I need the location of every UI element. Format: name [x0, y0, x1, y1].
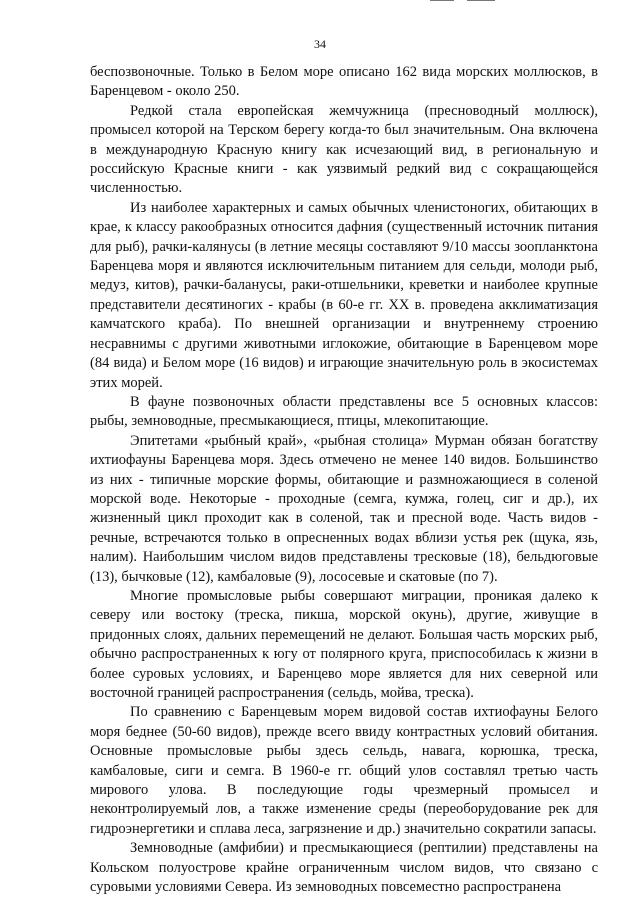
scan-artifact-mark: [467, 0, 495, 1]
page-number: 34: [314, 37, 326, 51]
paragraph-arthropods: Из наиболее характерных и самых обычных членистоногих, обитающих в крае, к классу ракообразных относится дафния (существенный источник питания для рыб), рачки-калянусы (в летние месяцы составляют 9/10 массы зоопланктона Баренцева моря и являются исключительным питанием для сельди, молоди рыб, медуз, китов), рачки-баланусы, раки-отшельники, креветки и наиболее крупные представители десятиногих - крабы (в 60-е гг. XX в. проведена акклиматизация камчатского краба). По внешней организации и внутреннему строению несравнимы с другими животными иглокожие, обитающие в Баренцевом море (84 вида) и Белом море (16 видов) и играющие значительную роль в экосистемах этих морей.: [90, 199, 598, 391]
paragraph-invertebrates-continued: беспозвоночные. Только в Белом море описано 162 вида морских моллюсков, в Баренцевом - около 250.: [90, 64, 598, 100]
body-text: [90, 63, 598, 897]
paragraph-vertebrates: В фауне позвоночных области представлены все 5 основных классов: рыбы, земноводные, пресмыкающиеся, птицы, млекопитающие.: [90, 393, 598, 430]
paragraph-amphibians-reptiles: Земноводные (амфибии) и пресмыкающиеся (рептилии) представлены на Кольском полуострове крайне ограниченным числом видов, что связано с суровыми условиями Севера. Из земноводных повсеместно распространена: [90, 840, 598, 896]
paragraph-fish-migration: Многие промысловые рыбы совершают миграции, проникая далеко к северу или востоку (треска, пикша, морской окунь), другие, живущие в придонных слоях, дальних перемещений не делают. Большая часть морских рыб, обычно распространенных к югу от полярного круга, приспособилась к жизни в более суровых условиях, и Баренцево море является для них северной или восточной границей распространения (сельдь, мойва, треска).: [90, 587, 598, 701]
paragraph-pearl-mussel: Редкой стала европейская жемчужница (пресноводный моллюск), промысел которой на Терском берегу когда-то был значительным. Она включена в международную Красную книгу как исчезающий вид, в региональную и российскую Красные книги - как уязвимый редкий вид с сокращающейся численностью.: [90, 102, 598, 197]
paragraph-white-sea-fish: По сравнению с Баренцевым морем видовой состав ихтиофауны Белого моря беднее (50-60 видов), прежде всего ввиду контрастных условий обитания. Основные промысловые рыбы здесь сельдь, навага, корюшка, треска, камбаловые, сиги и семга. В 1960-е гг. общий улов составлял третью часть мирового улова. В последующие годы чрезмерный промысел и неконтролируемый лов, а также изменение среды (переоборудование рек для гидроэнергетики и сплава леса, загрязнение и др.) значительно сократили запасы.: [90, 704, 598, 837]
paragraph-barents-fish: Эпитетами «рыбный край», «рыбная столица» Мурман обязан богатству ихтиофауны Баренцева моря. Здесь отмечено не менее 140 видов. Большинство из них - типичные морские формы, обитающие и размножающиеся в соленой морской воде. Некоторые - проходные (семга, кумжа, голец, сиг и др.), их жизненный цикл проходит как в соленой, так и пресной воде. Часть видов - речные, встречаются только в опресненных водах вблизи устья рек (щука, язь, налим). Наибольшим числом видов представлены тресковые (18), бельдюговые (13), бычковые (12), камбаловые (9), лососевые и скатовые (по 7).: [90, 432, 598, 585]
scan-artifact-mark: [430, 0, 454, 1]
